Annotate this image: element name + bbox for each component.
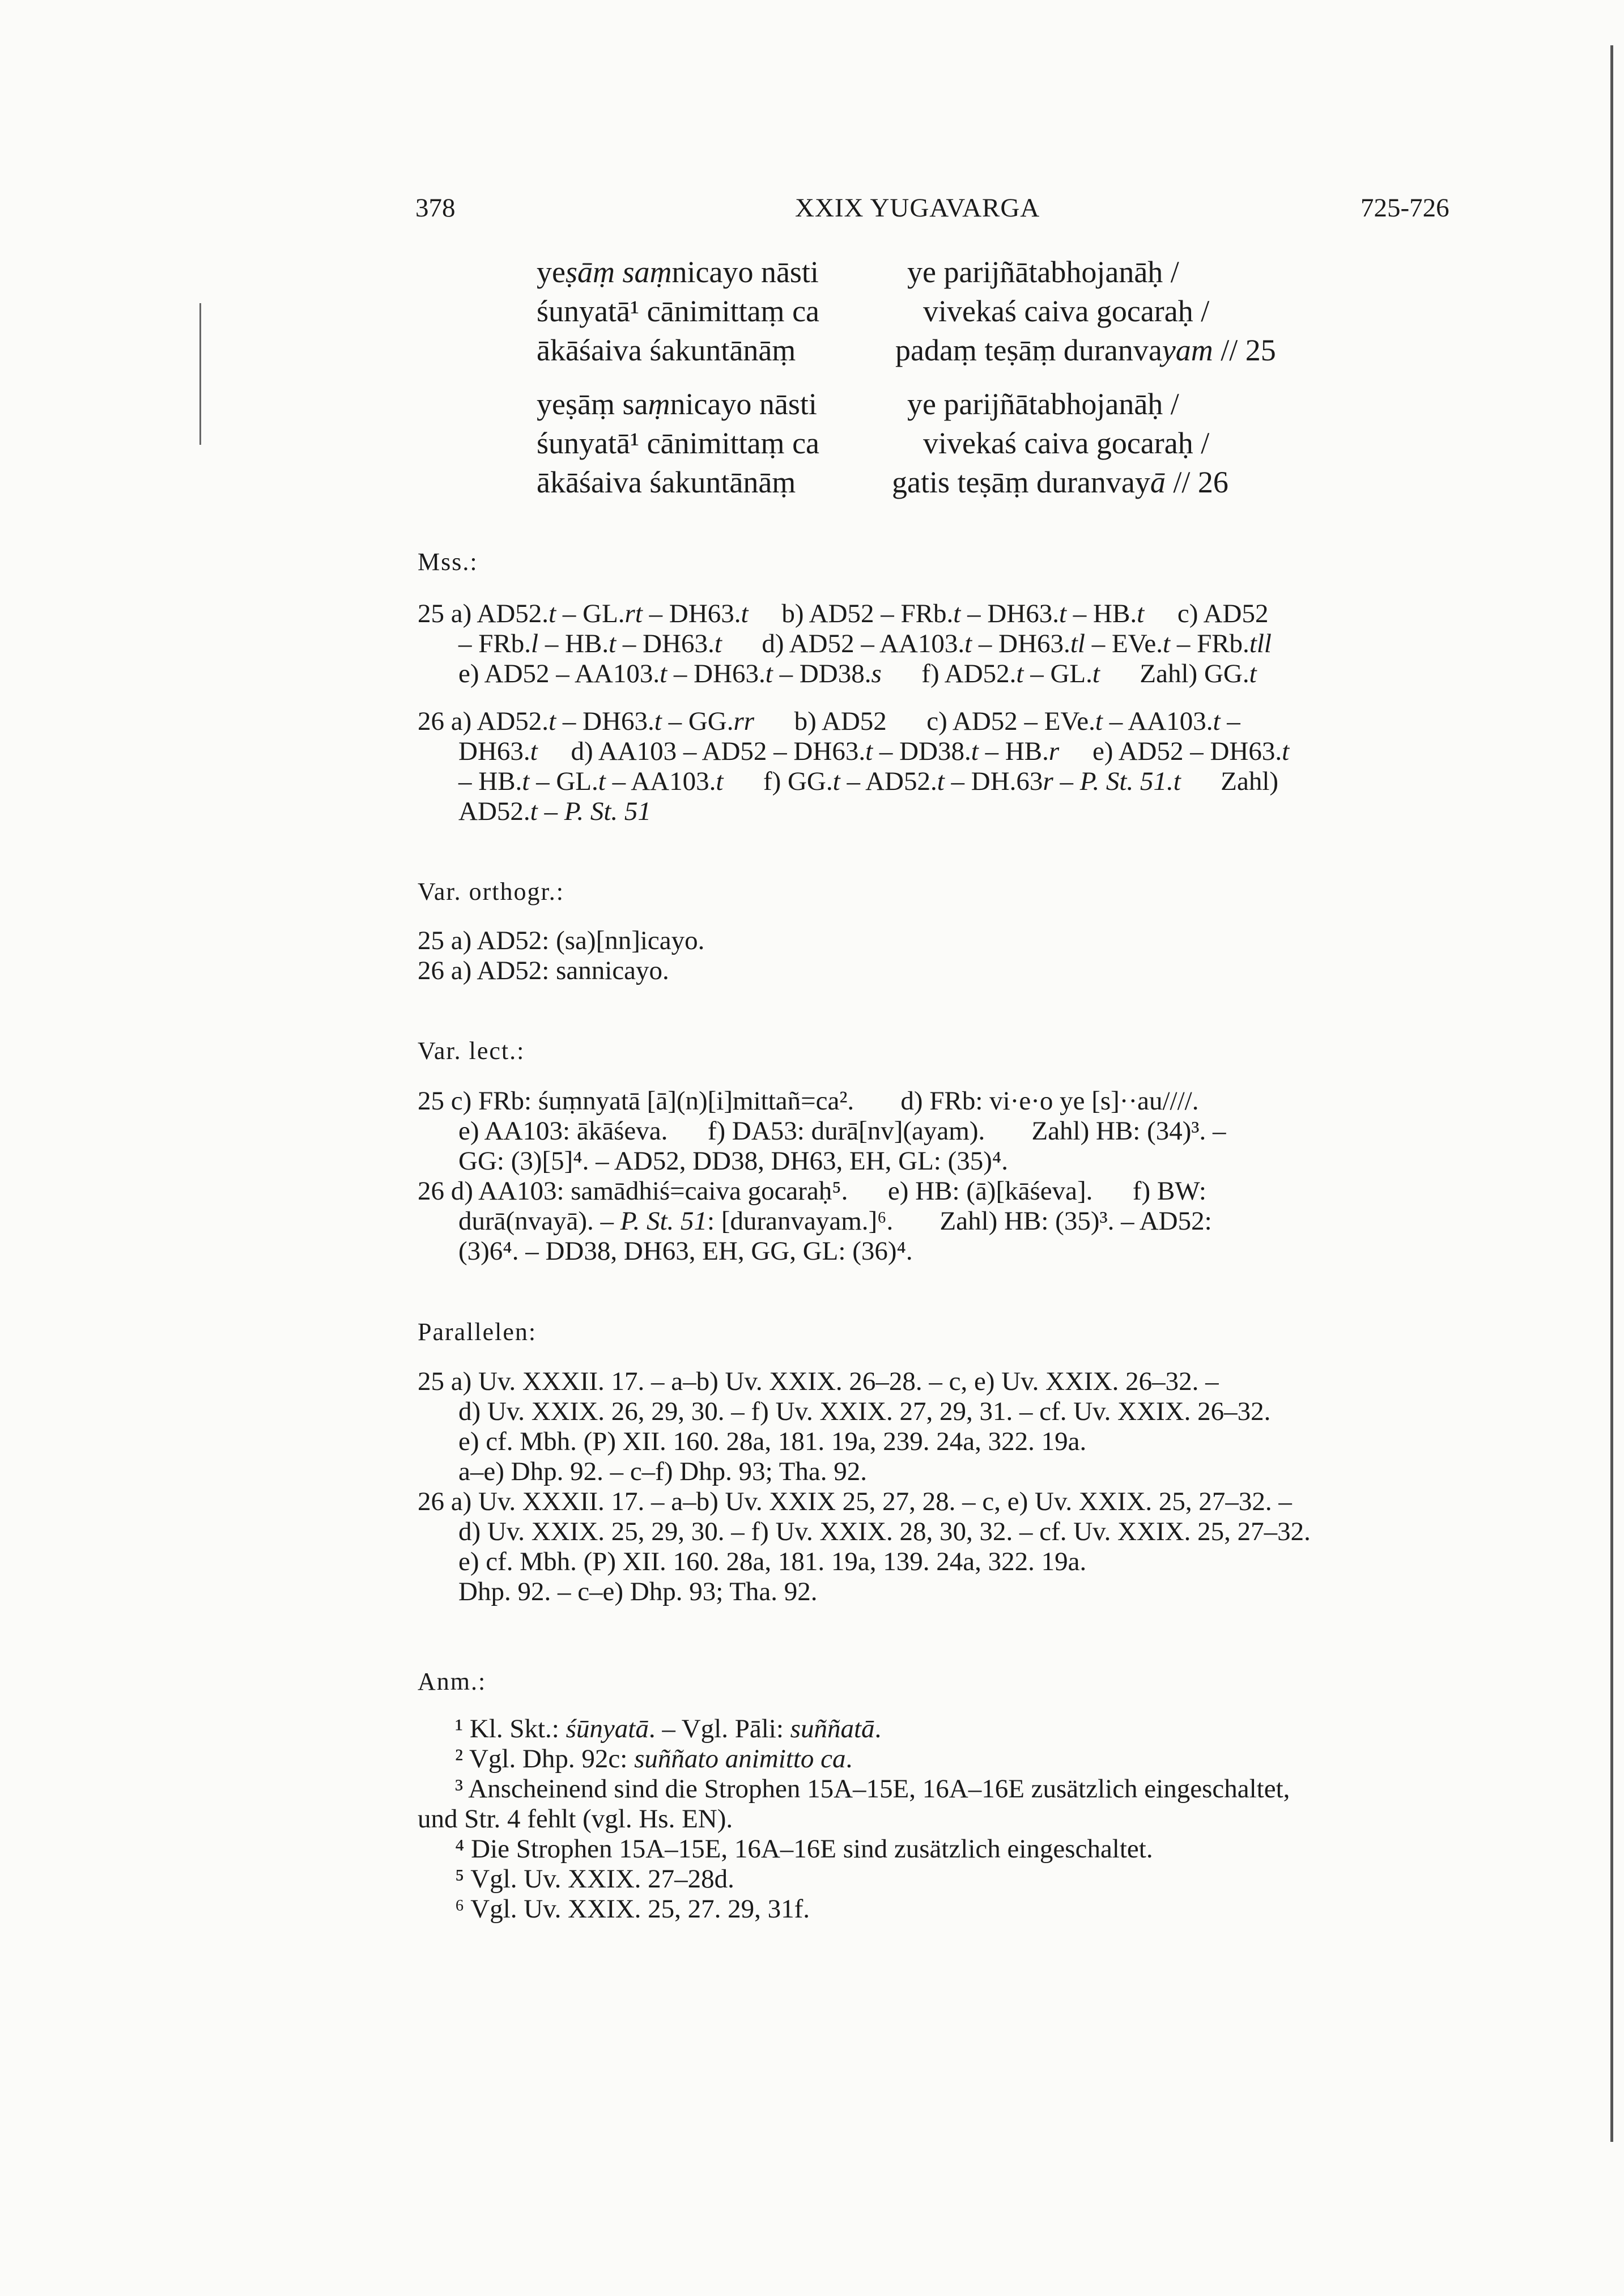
- verse-25-line-3-right: padaṃ teṣāṃ duranvayam // 25: [895, 333, 1276, 367]
- page-number: 378: [415, 193, 456, 223]
- mss-line: – FRb.l – HB.t – DH63.t d) AD52 – AA103.t – DH63.tl – EVe.t – FRb.tll: [458, 629, 1272, 658]
- verse-26-line-1-left: yeṣāṃ saṃnicayo nāsti: [537, 387, 817, 421]
- mss-line: 26 a) AD52.t – DH63.t – GG.rr b) AD52 c) AD52 – EVe.t – AA103.t –: [418, 707, 1240, 736]
- verse-26-line-2-right: vivekaś caiva gocaraḥ /: [923, 426, 1210, 460]
- parallel-line: e) cf. Mbh. (P) XII. 160. 28a, 181. 19a, 139. 24a, 322. 19a.: [458, 1547, 1087, 1576]
- parallel-line: e) cf. Mbh. (P) XII. 160. 28a, 181. 19a, 239. 24a, 322. 19a.: [458, 1427, 1087, 1456]
- orthography-line: 25 a) AD52: (sa)[nn]icayo.: [418, 926, 705, 955]
- verse-range: 725-726: [1361, 193, 1449, 223]
- footnote-line: ⁵ Vgl. Uv. XXIX. 27–28d.: [455, 1864, 734, 1894]
- mss-line: AD52.t – P. St. 51: [458, 797, 651, 826]
- verse-25-line-2-left: śunyatā¹ cānimittaṃ ca: [537, 294, 819, 328]
- verse-25-line-3-left: ākāśaiva śakuntānāṃ: [537, 333, 796, 367]
- verse-26-line-1-right: ye parijñātabhojanāḥ /: [907, 387, 1179, 421]
- verse-26-line-3-left: ākāśaiva śakuntānāṃ: [537, 465, 796, 499]
- verse-26-line-2-left: śunyatā¹ cānimittaṃ ca: [537, 426, 819, 460]
- footnote-line: ² Vgl. Dhp. 92c: suññato animitto ca.: [455, 1744, 853, 1774]
- parallels-heading: Parallelen:: [418, 1318, 537, 1346]
- right-page-edge: [1610, 45, 1613, 2142]
- verse-26-line-3-right: gatis teṣāṃ duranvayā // 26: [892, 465, 1228, 499]
- mss-line: – HB.t – GL.t – AA103.t f) GG.t – AD52.t – DH.63r – P. St. 51.t Zahl): [458, 767, 1279, 796]
- parallel-line: Dhp. 92. – c–e) Dhp. 93; Tha. 92.: [458, 1577, 818, 1606]
- parallel-line: 26 a) Uv. XXXII. 17. – a–b) Uv. XXIX 25, 27, 28. – c, e) Uv. XXIX. 25, 27–32. –: [418, 1487, 1292, 1516]
- verse-25-line-1-right: ye parijñātabhojanāḥ /: [907, 255, 1179, 289]
- variant-reading-line: durā(nvayā). – P. St. 51: [duranvayam.]⁶. Zahl) HB: (35)³. – AD52:: [458, 1206, 1212, 1236]
- verse-25-line-2-right: vivekaś caiva gocaraḥ /: [923, 294, 1210, 328]
- mss-line: DH63.t d) AA103 – AD52 – DH63.t – DD38.t – HB.r e) AD52 – DH63.t: [458, 737, 1290, 766]
- footnote-line: und Str. 4 fehlt (vgl. Hs. EN).: [418, 1804, 733, 1834]
- orthography-heading: Var. orthogr.:: [418, 878, 564, 905]
- footnote-line: ³ Anscheinend sind die Strophen 15A–15E, 16A–16E zusätzlich eingeschaltet,: [455, 1774, 1290, 1804]
- variant-readings-heading: Var. lect.:: [418, 1037, 525, 1065]
- parallel-line: a–e) Dhp. 92. – c–f) Dhp. 93; Tha. 92.: [458, 1457, 867, 1486]
- parallel-line: d) Uv. XXIX. 25, 29, 30. – f) Uv. XXIX. 28, 30, 32. – cf. Uv. XXIX. 25, 27–32.: [458, 1517, 1311, 1546]
- orthography-line: 26 a) AD52: sannicayo.: [418, 956, 669, 985]
- variant-reading-line: 25 c) FRb: śuṃnyatā [ā](n)[i]mittañ=ca². d) FRb: vi·e·o ye [s]··au////.: [418, 1086, 1199, 1116]
- mss-heading: Mss.:: [418, 548, 478, 576]
- footnote-line: ⁶ Vgl. Uv. XXIX. 25, 27. 29, 31f.: [455, 1894, 810, 1924]
- parallel-line: 25 a) Uv. XXXII. 17. – a–b) Uv. XXIX. 26–28. – c, e) Uv. XXIX. 26–32. –: [418, 1367, 1219, 1396]
- notes-heading: Anm.:: [418, 1668, 487, 1695]
- left-margin-mark: [199, 303, 201, 445]
- parallel-line: d) Uv. XXIX. 26, 29, 30. – f) Uv. XXIX. 27, 29, 31. – cf. Uv. XXIX. 26–32.: [458, 1397, 1271, 1426]
- footnote-line: ¹ Kl. Skt.: śūnyatā. – Vgl. Pāli: suññatā.: [455, 1714, 882, 1744]
- variant-reading-line: (3)6⁴. – DD38, DH63, EH, GG, GL: (36)⁴.: [458, 1236, 913, 1266]
- chapter-title: XXIX YUGAVARGA: [795, 193, 1040, 223]
- variant-reading-line: GG: (3)[5]⁴. – AD52, DD38, DH63, EH, GL: (35)⁴.: [458, 1146, 1009, 1176]
- variant-reading-line: 26 d) AA103: samādhiś=caiva gocaraḥ⁵. e) HB: (ā)[kāśeva]. f) BW:: [418, 1176, 1206, 1206]
- mss-line: e) AD52 – AA103.t – DH63.t – DD38.s f) AD52.t – GL.t Zahl) GG.t: [458, 659, 1257, 688]
- variant-reading-line: e) AA103: ākāśeva. f) DA53: durā[nv](ayam). Zahl) HB: (34)³. –: [458, 1116, 1226, 1146]
- footnote-line: ⁴ Die Strophen 15A–15E, 16A–16E sind zusätzlich eingeschaltet.: [455, 1834, 1153, 1864]
- mss-line: 25 a) AD52.t – GL.rt – DH63.t b) AD52 – FRb.t – DH63.t – HB.t c) AD52: [418, 599, 1269, 628]
- verse-25-line-1-left: yeṣāṃ saṃnicayo nāsti: [537, 255, 819, 289]
